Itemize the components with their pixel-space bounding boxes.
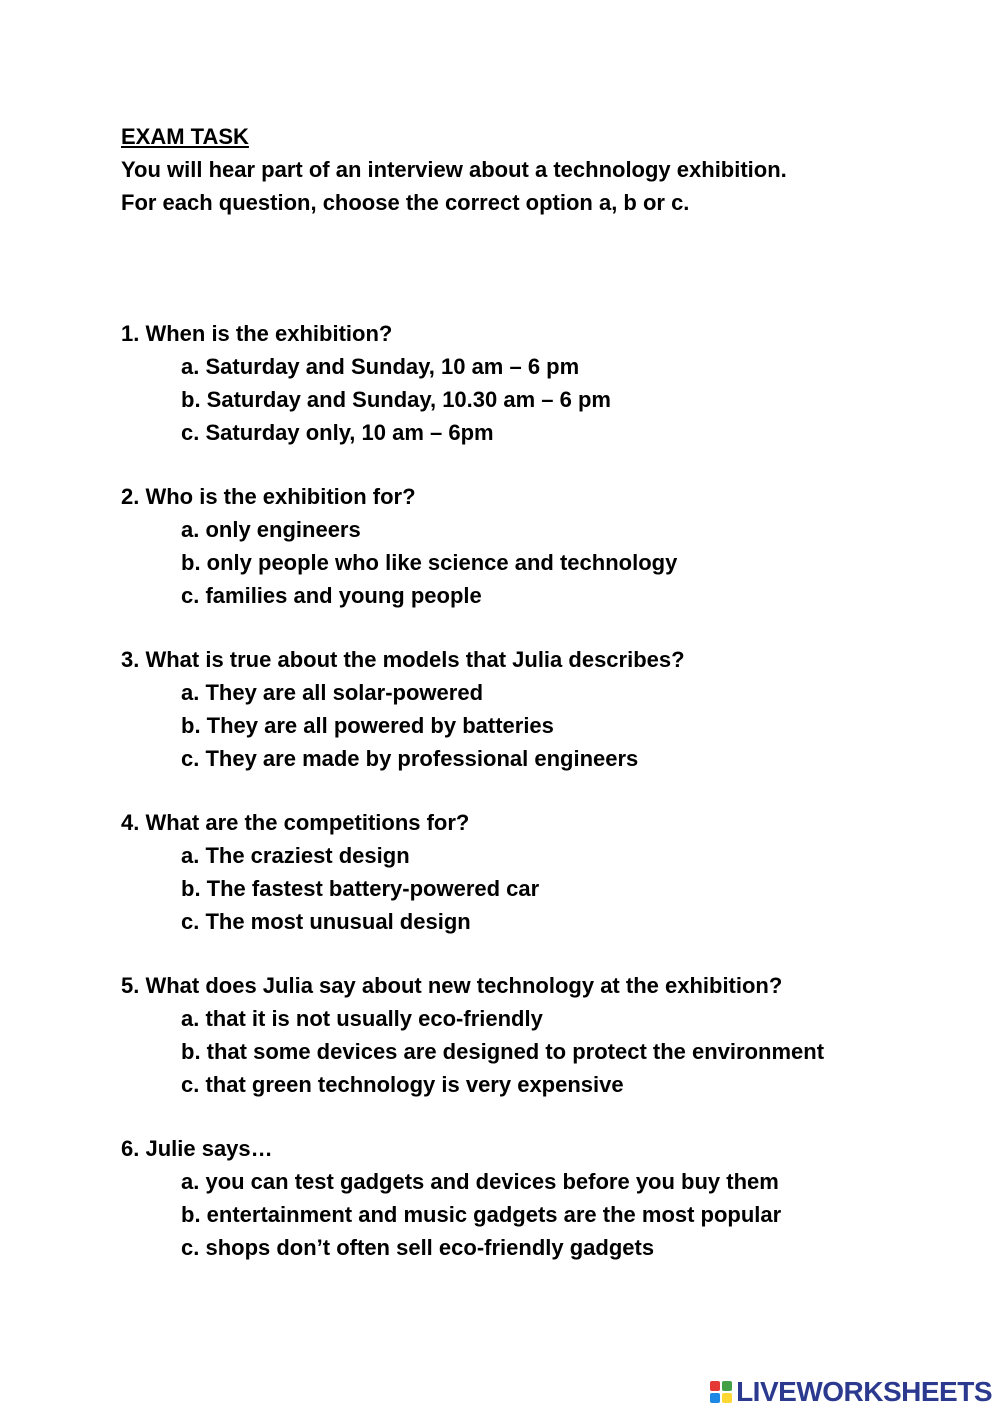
option-c: c. They are made by professional engineers — [181, 746, 639, 771]
option-a: a. The craziest design — [181, 843, 410, 868]
option-b: b. that some devices are designed to protect the environment — [181, 1039, 825, 1064]
question-text: 6. Julie says… — [121, 1136, 273, 1161]
instruction-line: For each question, choose the correct option a, b or c. — [121, 190, 690, 215]
option-c: c. Saturday only, 10 am – 6pm — [181, 420, 494, 445]
logo-square-blue — [710, 1393, 720, 1403]
question-6 — [121, 1136, 824, 1268]
question-4 — [121, 810, 824, 942]
logo-square-yellow — [722, 1393, 732, 1403]
question-5 — [121, 973, 824, 1105]
instructions — [121, 157, 787, 223]
option-c: c. families and young people — [181, 583, 482, 608]
option-c: c. shops don’t often sell eco-friendly gadgets — [181, 1235, 655, 1260]
option-a: a. only engineers — [181, 517, 361, 542]
option-c: c. The most unusual design — [181, 909, 471, 934]
question-text: 4. What are the competitions for? — [121, 810, 470, 835]
question-text: 2. Who is the exhibition for? — [121, 484, 416, 509]
liveworksheets-logo-icon — [710, 1381, 732, 1403]
question-list — [121, 321, 824, 1299]
option-b: b. They are all powered by batteries — [181, 713, 554, 738]
logo-text: LIVEWORKSHEETS — [736, 1376, 992, 1407]
logo-square-red — [710, 1381, 720, 1391]
question-3 — [121, 647, 824, 779]
exam-task-heading: EXAM TASK — [121, 124, 249, 149]
option-b: b. entertainment and music gadgets are the most popular — [181, 1202, 782, 1227]
question-2 — [121, 484, 824, 616]
option-a: a. They are all solar-powered — [181, 680, 484, 705]
option-b: b. only people who like science and technology — [181, 550, 678, 575]
option-a: a. that it is not usually eco-friendly — [181, 1006, 543, 1031]
liveworksheets-logo — [710, 1377, 992, 1407]
question-text: 5. What does Julia say about new technology at the exhibition? — [121, 973, 783, 998]
option-c: c. that green technology is very expensive — [181, 1072, 624, 1097]
instruction-line: You will hear part of an interview about a technology exhibition. — [121, 157, 787, 182]
question-text: 1. When is the exhibition? — [121, 321, 393, 346]
option-a: a. you can test gadgets and devices before you buy them — [181, 1169, 779, 1194]
question-1 — [121, 321, 824, 453]
option-b: b. The fastest battery-powered car — [181, 876, 540, 901]
option-a: a. Saturday and Sunday, 10 am – 6 pm — [181, 354, 580, 379]
option-b: b. Saturday and Sunday, 10.30 am – 6 pm — [181, 387, 611, 412]
question-text: 3. What is true about the models that Julia describes? — [121, 647, 685, 672]
logo-square-green — [722, 1381, 732, 1391]
